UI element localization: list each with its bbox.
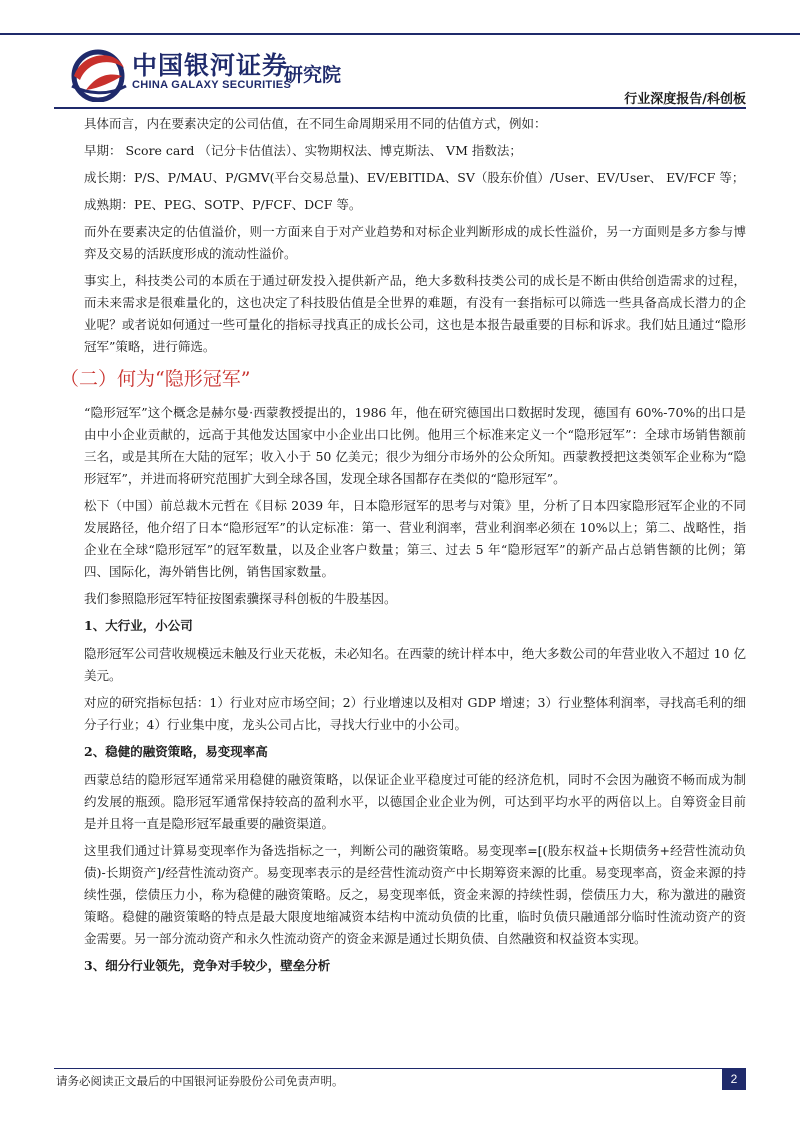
section-title: （二）何为“隐形冠军” [60, 368, 251, 390]
paragraph: 隐形冠军公司营收规模远未触及行业天花板，未必知名。在西蒙的统计样本中，绝大多数公司的年营业收入不超过 10 亿美元。 [84, 646, 746, 683]
paragraph: 这里我们通过计算易变现率作为备选指标之一，判断公司的融资策略。易变现率=[(股东权益+长期债务+经营性流动负债)-长期资产]/经营性流动资产。易变现率表示的是经营性流动资产中长期筹资来源的比重。易变现率高，资金来源的持续性强，偿债压力小，称为稳健的融资策略。反之，易变现率低，资金来源的持续性弱，偿债压力大，称为激进的融资策略。稳健的融资策略的特点是最大限度地缩减资本结构中流动负债的比重，临时负债只融通部分临时性流动资产的资金需要。另一部分流动资产和永久性流动资产的资金来源是通过长期负债、自然融资和权益资本实现。 [84, 843, 746, 946]
company-logo [68, 44, 358, 104]
paragraph: “隐形冠军”这个概念是赫尔曼·西蒙教授提出的，1986 年，他在研究德国出口数据时发现，德国有 60%-70%的出口是由中小企业贡献的，远高于其他发达国家中小企业出口比例。他用三个标准来定义一个“隐形冠军”：全球市场销售额前三名，或是其所在大陆的冠军；收入小于 50 亿美元；很少为细分市场外的公众所知。西蒙教授把这类领军企业称为“隐形冠军”，并进而将研究范围扩大到全球各国，发现全球各国都存在类似的“隐形冠军”。 [84, 405, 746, 486]
paragraph: 事实上，科技类公司的本质在于通过研发投入提供新产品，绝大多数科技类公司的成长是不断由供给创造需求的过程，而未来需求是很难量化的，这也决定了科技股估值是全世界的难题，有没有一套指标可以筛选一些具备高成长潜力的企业呢？或者说如何通过一些可量化的指标寻找真正的成长公司，这也是本报告最重要的目标和诉求。我们姑且通过“隐形冠军”策略，进行筛选。 [84, 273, 746, 354]
logo-chinese-name: 中国银河证券 [132, 51, 289, 80]
report-body [60, 111, 746, 983]
galaxy-logo-icon [68, 46, 128, 102]
paragraph: 而外在要素决定的估值溢价，则一方面来自于对产业趋势和对标企业判断形成的成长性溢价，另一方面则是多方参与博弈及交易的活跃度形成的流动性溢价。 [84, 224, 746, 261]
paragraph: 具体而言，内在要素决定的公司估值，在不同生命周期采用不同的估值方式，例如： [84, 116, 547, 131]
paragraph: 松下（中国）前总裁木元哲在《目标 2039 年，日本隐形冠军的思考与对策》里，分析了日本四家隐形冠军企业的不同发展路径，他介绍了日本“隐形冠军”的认定标准：第一、营业利润率，营业利润率必须在 10%以上；第二、战略性，指企业在全球“隐形冠军”的冠军数量，以及企业客户数量；第三、过去 5 年“隐形冠军”的新产品占总销售额的比例；第四、国际化，海外销售比例，销售国家数量。 [84, 498, 746, 579]
paragraph: 成熟期：PE、PEG、SOTP、P/FCF、DCF 等。 [84, 197, 362, 212]
report-type: 行业深度报告/科创板 [624, 92, 746, 107]
logo-institute: 研究院 [284, 64, 342, 86]
footer-rule [54, 1068, 746, 1069]
logo-english-name: CHINA GALAXY SECURITIES [132, 79, 292, 91]
paragraph: 西蒙总结的隐形冠军通常采用稳健的融资策略，以保证企业平稳度过可能的经济危机，同时不会因为融资不畅而成为制约发展的瓶颈。隐形冠军通常保持较高的盈利水平，以德国企业企业为例，可达到平均水平的两倍以上。自筹资金目前是并且将一直是隐形冠军最重要的融资渠道。 [84, 772, 746, 831]
page-number: 2 [722, 1068, 746, 1090]
subsection-title: 3、细分行业领先，竞争对手较少，壁垒分析 [84, 958, 331, 973]
paragraph: 我们参照隐形冠军特征按图索骥探寻科创板的牛股基因。 [84, 591, 397, 606]
header-rule [54, 107, 746, 109]
paragraph: 对应的研究指标包括：1）行业对应市场空间；2）行业增速以及相对 GDP 增速；3）行业整体利润率，寻找高毛利的细分子行业；4）行业集中度，龙头公司占比，寻找大行业中的小公司。 [84, 695, 746, 732]
paragraph: 成长期：P/S、P/MAU、P/GMV(平台交易总量)、EV/EBITIDA、SV（股东价值）/User、EV/User、 EV/FCF 等； [84, 170, 745, 185]
subsection-title: 2、稳健的融资策略，易变现率高 [84, 744, 268, 759]
paragraph: 早期： Score card （记分卡估值法）、实物期权法、博克斯法、 VM 指数法； [84, 143, 522, 158]
subsection-title: 1、大行业，小公司 [84, 618, 193, 633]
footer-disclaimer: 请务必阅读正文最后的中国银河证券股份公司免责声明。 [56, 1074, 344, 1088]
top-rule [0, 33, 800, 35]
